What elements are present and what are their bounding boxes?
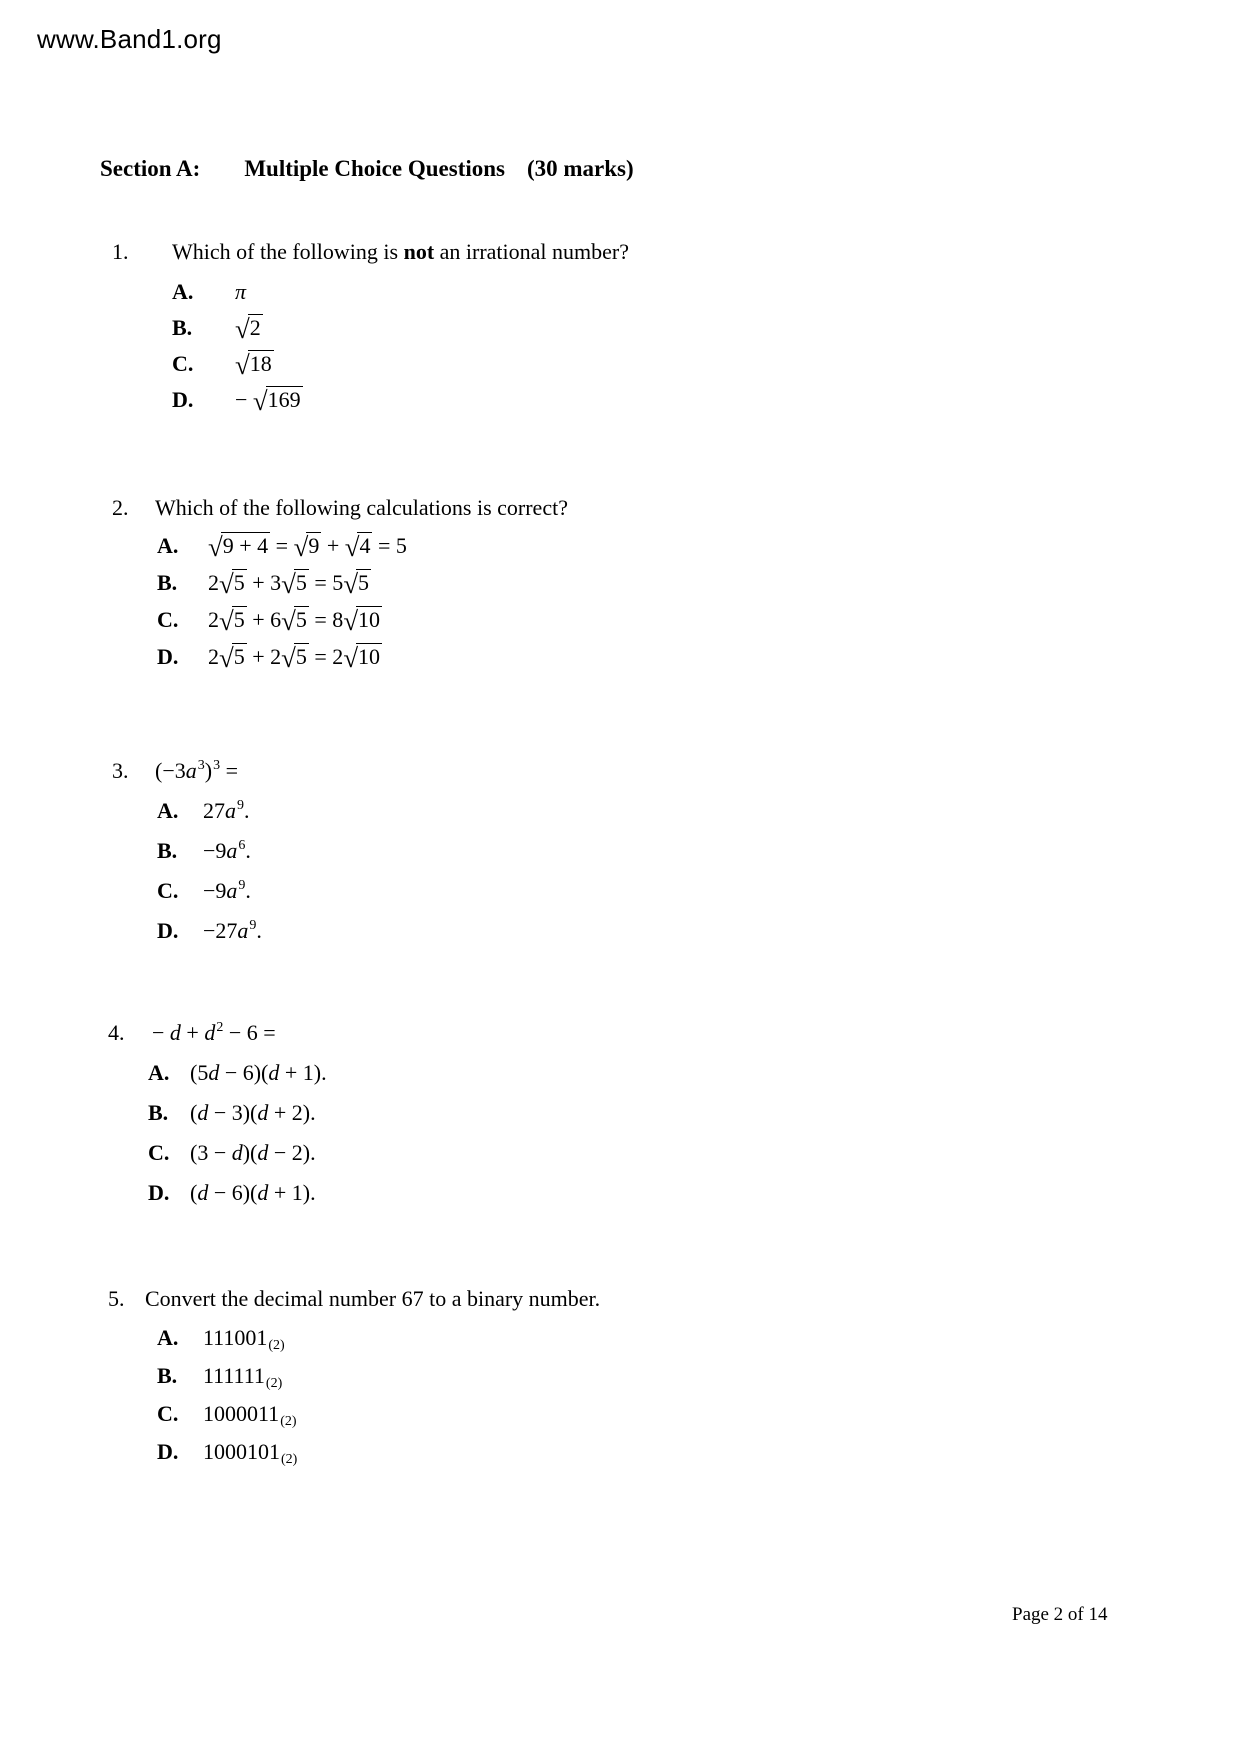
section-marks: (30 marks) (526, 156, 634, 181)
option-label: B. (148, 1100, 169, 1125)
option-row-c (172, 346, 629, 382)
option-label: C. (157, 878, 179, 903)
option-row-d (157, 1433, 600, 1471)
question-stem-row (112, 757, 262, 785)
option-row-c (157, 871, 262, 911)
option-row-d (172, 382, 629, 418)
option-content: $-9a^9$. (203, 878, 251, 903)
question-number: 5. (108, 1286, 125, 1311)
option-content: 1000011(2) (203, 1401, 297, 1429)
question-number: 1. (112, 239, 129, 264)
question-4 (108, 1019, 327, 1213)
page-number: Page 2 of 14 (1012, 1604, 1108, 1625)
section-title: Multiple Choice Questions (244, 156, 505, 181)
option-content: 1000101(2) (203, 1439, 298, 1467)
option-row-a (157, 1319, 600, 1357)
option-label: B. (157, 838, 178, 863)
options-list (157, 527, 568, 675)
option-content: (d − 3)(d + 2). (190, 1100, 316, 1125)
options-list (172, 274, 629, 418)
option-label: D. (157, 918, 179, 943)
option-label: C. (172, 351, 194, 376)
question-stem: Which of the following is not an irrational number? (172, 239, 630, 264)
option-content: √2 (235, 314, 261, 344)
option-row-a (172, 274, 629, 310)
option-label: A. (148, 1060, 170, 1085)
option-row-b (172, 310, 629, 346)
option-label: A. (172, 279, 194, 304)
option-content: (d − 6)(d + 1). (190, 1180, 316, 1205)
option-row-c (148, 1133, 327, 1173)
option-label: D. (157, 1439, 179, 1464)
question-number: 3. (112, 758, 129, 783)
option-content: $-9a^6$. (203, 838, 251, 863)
option-row-c (157, 601, 568, 638)
option-content: 111001(2) (203, 1325, 285, 1353)
option-content: − √169 (235, 386, 301, 416)
option-label: C. (157, 1401, 179, 1426)
options-list (157, 791, 262, 951)
section-heading (100, 156, 634, 182)
options-list (148, 1053, 327, 1213)
option-label: C. (148, 1140, 170, 1165)
option-row-d (157, 911, 262, 951)
option-label: C. (157, 607, 179, 632)
option-label: A. (157, 798, 179, 823)
option-label: A. (157, 533, 179, 558)
option-content: $-27a^9$. (203, 918, 262, 943)
site-url-text: www.Band1.org (37, 24, 222, 54)
option-row-a (148, 1053, 327, 1093)
option-content: (3 − d)(d − 2). (190, 1140, 316, 1165)
section-label: Section A: (100, 156, 201, 181)
option-label: B. (172, 315, 193, 340)
question-5 (108, 1285, 600, 1471)
option-row-a (157, 527, 568, 564)
option-row-b (157, 831, 262, 871)
option-label: D. (157, 644, 179, 669)
option-row-c (157, 1395, 600, 1433)
option-row-b (157, 1357, 600, 1395)
option-row-a (157, 791, 262, 831)
question-number: 4. (108, 1020, 125, 1045)
option-content: 2√5 + 2√5 = 2√10 (208, 643, 381, 673)
option-row-b (157, 564, 568, 601)
option-content: √9 + 4 = √9 + √4 = 5 (208, 532, 407, 562)
option-content: √18 (235, 350, 272, 380)
option-row-b (148, 1093, 327, 1133)
question-stem-row (112, 238, 629, 266)
question-stem-row (108, 1019, 327, 1047)
question-stem-row (112, 494, 568, 522)
option-content: 2√5 + 6√5 = 8√10 (208, 606, 381, 636)
option-row-d (148, 1173, 327, 1213)
question-stem-row (108, 1285, 600, 1313)
question-1 (112, 238, 629, 418)
question-3 (112, 757, 262, 951)
option-label: D. (172, 387, 194, 412)
option-label: B. (157, 1363, 178, 1388)
option-label: A. (157, 1325, 179, 1350)
option-label: B. (157, 570, 178, 595)
question-stem: $(-3a^3)^3$ = (155, 758, 238, 783)
option-content: 111111(2) (203, 1363, 283, 1391)
options-list (157, 1319, 600, 1471)
question-2 (112, 494, 568, 675)
option-content: π (235, 279, 247, 304)
option-content: 2√5 + 3√5 = 5√5 (208, 569, 370, 599)
option-content: $27a^9$. (203, 798, 250, 823)
question-stem: Which of the following calculations is correct? (155, 495, 568, 520)
question-stem: − $d + d^2 - 6$ = (152, 1020, 276, 1045)
option-content: (5d − 6)(d + 1). (190, 1060, 327, 1085)
question-stem: Convert the decimal number 67 to a binary number. (145, 1286, 601, 1311)
option-row-d (157, 638, 568, 675)
question-number: 2. (112, 495, 129, 520)
option-label: D. (148, 1180, 170, 1205)
